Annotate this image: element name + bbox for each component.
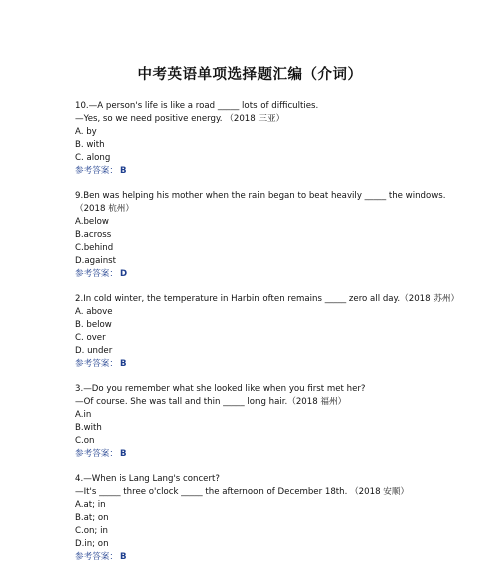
option-c: C.on (75, 436, 95, 446)
question-text: —Of course. She was tall and thin _____ long hair.（2018 福州） (75, 397, 347, 407)
answer-value: B (119, 359, 127, 369)
question-3 (75, 293, 475, 371)
option-b: B.with (75, 423, 102, 433)
option-a: A.below (75, 217, 109, 227)
option-d: D. under (75, 346, 113, 356)
reference-answer (75, 358, 475, 371)
document-title: 中考英语单项选择题汇编（介词） (137, 66, 363, 83)
option-b: B. with (75, 140, 105, 150)
option-c: C.on; in (75, 526, 108, 536)
option-b: B. below (75, 320, 112, 330)
option-d: D.against (75, 256, 117, 266)
question-4 (75, 383, 475, 461)
option-a: A. above (75, 307, 113, 317)
option-d: D.in; on (75, 539, 109, 549)
question-1 (75, 100, 475, 178)
answer-label: 参考答案： (75, 552, 118, 562)
answer-value: B (119, 166, 127, 176)
answer-label: 参考答案： (75, 269, 118, 279)
question-list (75, 100, 475, 576)
question-5 (75, 473, 475, 564)
question-text: 9.Ben was helping his mother when the rain began to beat heavily _____ the windows. (75, 191, 446, 201)
question-text: 10.—A person's life is like a road _____ lots of difficulties. (75, 101, 319, 111)
reference-answer (75, 165, 475, 178)
question-text: 2.In cold winter, the temperature in Harbin often remains _____ zero all day.（2018 苏州） (75, 294, 460, 304)
answer-label: 参考答案： (75, 449, 118, 459)
option-c: C. along (75, 153, 111, 163)
reference-answer (75, 448, 475, 461)
option-b: B.across (75, 230, 112, 240)
reference-answer (75, 551, 475, 564)
question-2 (75, 190, 475, 281)
answer-value: B (119, 449, 127, 459)
option-a: A.at; in (75, 500, 106, 510)
answer-value: D (119, 269, 128, 279)
question-text: 3.—Do you remember what she looked like when you first met her? (75, 384, 366, 394)
answer-label: 参考答案： (75, 166, 118, 176)
answer-label: 参考答案： (75, 359, 118, 369)
question-text: —It's _____ three o'clock _____ the afternoon of December 18th. （2018 安顺） (75, 487, 410, 497)
question-text: （2018 杭州） (75, 204, 134, 214)
question-text: —Yes, so we need positive energy. （2018 三亚） (75, 114, 285, 124)
reference-answer (75, 268, 475, 281)
option-b: B.at; on (75, 513, 109, 523)
question-text: 4.—When is Lang Lang's concert? (75, 474, 220, 484)
option-c: C.behind (75, 243, 114, 253)
option-c: C. over (75, 333, 106, 343)
answer-value: B (119, 552, 127, 562)
option-a: A.in (75, 410, 92, 420)
option-a: A. by (75, 127, 97, 137)
